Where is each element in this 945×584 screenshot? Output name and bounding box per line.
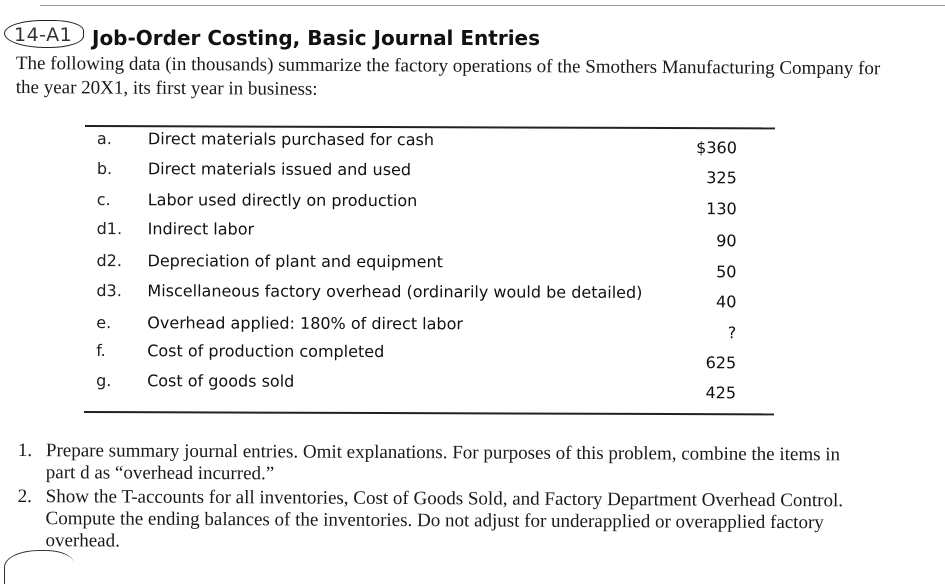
intro-paragraph: The following data (in thousands) summarize the factory operations of the Smothers Manufacturing Company for the year 20X1, its first year in business: xyxy=(15,52,881,100)
question-item xyxy=(17,486,857,556)
question-text: Show the T-accounts for all inventories, Cost of Goods Sold, and Factory Department Overhead Control. Compute the ending balances of the inventories. Do not adjust for underapplied or overapplied factory overhead. xyxy=(45,486,844,552)
question-number: 1. xyxy=(17,440,33,462)
question-text: Prepare summary journal entries. Omit explanations. For purposes of this problem, combine the items in part d as “overhead incurred.” xyxy=(45,440,841,485)
item-amount: 325 xyxy=(706,168,737,188)
problem-number: 14-A1 xyxy=(14,24,73,46)
item-description: Cost of goods sold xyxy=(147,371,295,391)
item-amount: 90 xyxy=(716,231,737,251)
question-item xyxy=(18,440,858,488)
item-letter: d1. xyxy=(96,219,123,239)
item-letter: g. xyxy=(96,371,112,391)
item-amount: 40 xyxy=(715,292,737,312)
item-amount: 130 xyxy=(706,199,737,219)
item-letter: a. xyxy=(96,129,112,149)
item-amount: 425 xyxy=(705,383,737,403)
table-row xyxy=(84,371,774,403)
table-row xyxy=(85,129,775,158)
item-description: Miscellaneous factory overhead (ordinarily would be detailed) xyxy=(147,281,643,302)
item-description: Indirect labor xyxy=(147,219,255,239)
table-row xyxy=(85,219,775,251)
item-description: Labor used directly on production xyxy=(147,190,418,211)
question-number: 2. xyxy=(17,485,33,508)
item-amount: ? xyxy=(727,323,737,343)
item-letter: f. xyxy=(96,341,106,361)
item-description: Direct materials purchased for cash xyxy=(147,129,435,150)
item-amount: 50 xyxy=(716,262,737,282)
item-description: Cost of production completed xyxy=(147,341,385,362)
table-row xyxy=(85,159,775,188)
table-row xyxy=(84,251,774,282)
item-description: Overhead applied: 180% of direct labor xyxy=(147,313,463,334)
item-letter: b. xyxy=(96,159,113,179)
table-row xyxy=(84,281,774,312)
item-letter: e. xyxy=(96,313,112,333)
item-amount: $360 xyxy=(696,138,737,158)
item-description: Direct materials issued and used xyxy=(147,159,412,180)
top-rule xyxy=(40,5,945,6)
item-letter: d3. xyxy=(96,281,122,301)
item-amount: 625 xyxy=(705,353,737,373)
questions-list xyxy=(17,440,858,558)
table-row xyxy=(85,190,775,219)
page-title: Job-Order Costing, Basic Journal Entries xyxy=(92,26,541,50)
next-problem-circle xyxy=(4,550,74,584)
table-row xyxy=(84,341,774,373)
item-letter: d2. xyxy=(96,251,122,271)
data-table xyxy=(84,125,775,415)
item-letter: c. xyxy=(96,190,111,210)
table-row xyxy=(84,313,774,343)
item-description: Depreciation of plant and equipment xyxy=(147,251,443,272)
